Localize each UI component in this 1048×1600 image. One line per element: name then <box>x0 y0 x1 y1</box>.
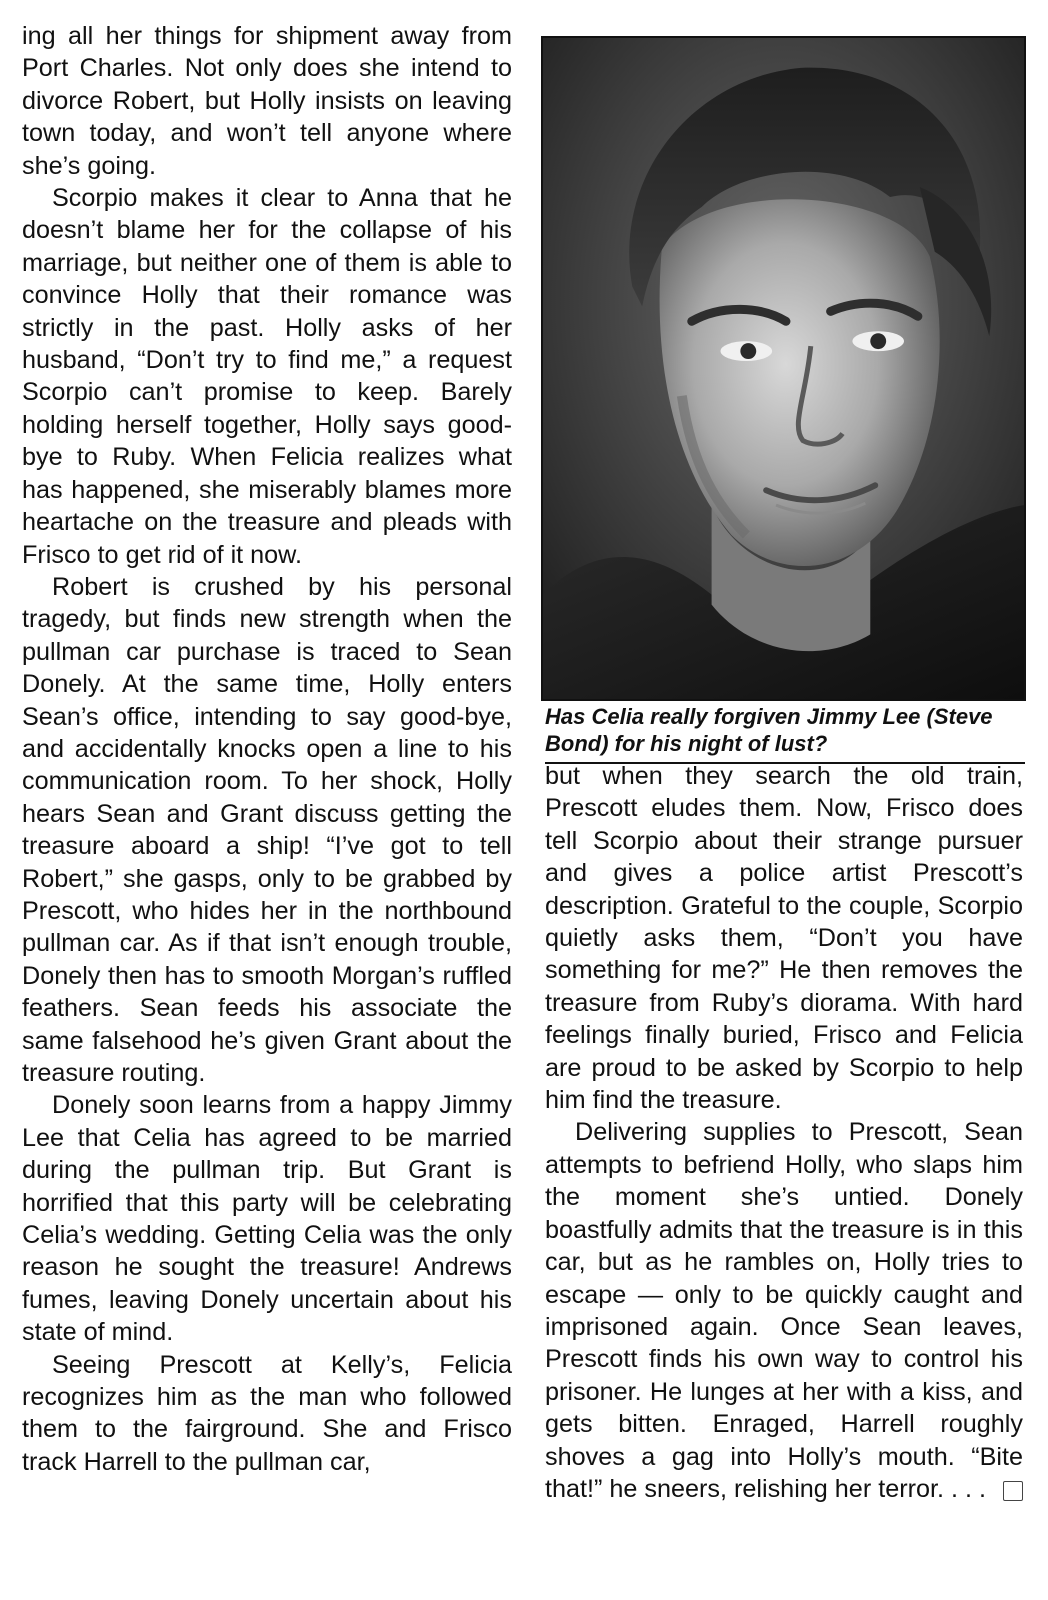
left-paragraph-5: Seeing Prescott at Kelly’s, Felicia recognizes him as the man who followed them to the fairground. She and Frisco track Harrell to the pullman car, <box>22 1350 512 1476</box>
portrait-photo <box>541 36 1026 701</box>
left-paragraph-1: ing all her things for shipment away from Port Charles. Not only does she intend to divorce Robert, but Holly insists on leaving town today, and won’t tell anyone where she’s going. <box>22 22 512 180</box>
left-paragraph-4: Donely soon learns from a happy Jimmy Lee that Celia has agreed to be married during the pullman trip. But Grant is horrified that this party will be celebrating Celia’s wedding. Getting Celia was the only reason he sought the treasure! Andrews fumes, leaving Donely uncertain about his state of mind. <box>22 1091 512 1347</box>
right-paragraph-2-text: Delivering supplies to Prescott, Sean attempts to befriend Holly, who slaps him the moment she’s untied. Donely boastfully admits that the treasure is in this car, but as he rambles on, Holly tries to escape — only to be quickly caught and imprisoned again. Once Sean leaves, Prescott finds his own way to control his prisoner. He lunges at her with a kiss, and gets bitten. Enraged, Harrell roughly shoves a gag into Holly’s mouth. “Bite that!” he sneers, relishing her terror. . . . <box>545 1118 1023 1503</box>
left-paragraph-3: Robert is crushed by his personal tragedy, but finds new strength when the pullman car purchase is traced to Sean Donely. At the same time, Holly enters Sean’s office, intending to say good-bye, and accidentally knocks open a line to his communication room. To her shock, Holly hears Sean and Grant discuss getting the treasure aboard a ship! “I’ve got to tell Robert,” she gasps, only to be grabbed by Prescott, who hides her in the northbound pullman car. As if that isn’t enough trouble, Donely then has to smooth Morgan’s ruffled feathers. Sean feeds his associate the same falsehood he’s given Grant about the treasure routing. <box>22 572 512 1087</box>
right-paragraph-2 <box>545 1116 1023 1505</box>
end-of-article-icon <box>1003 1481 1023 1501</box>
photo-caption: Has Celia really forgiven Jimmy Lee (Steve Bond) for his night of lust? <box>545 703 1025 764</box>
left-paragraph-2: Scorpio makes it clear to Anna that he doesn’t blame her for the collapse of his marriage, but neither one of them is able to convince Holly that their romance was strictly in the past. Holly asks of her husband, “Don’t try to find me,” a request Scorpio can’t promise to keep. Barely holding herself together, Holly says good-bye to Ruby. When Felicia realizes what has happened, she miserably blames more heartache on the treasure and pleads with Frisco to get rid of it now. <box>22 184 512 569</box>
portrait-illustration <box>543 38 1024 699</box>
right-paragraph-1: but when they search the old train, Prescott eludes them. Now, Frisco does tell Scorpio about their strange pursuer and gives a police artist Prescott’s description. Grateful to the couple, Scorpio quietly asks them, “Don’t you have something for me?” He then removes the treasure from Ruby’s diorama. With hard feelings finally buried, Frisco and Felicia are proud to be asked by Scorpio to help him find the treasure. <box>545 762 1023 1115</box>
right-column <box>545 760 1023 1505</box>
left-column <box>22 20 512 1478</box>
